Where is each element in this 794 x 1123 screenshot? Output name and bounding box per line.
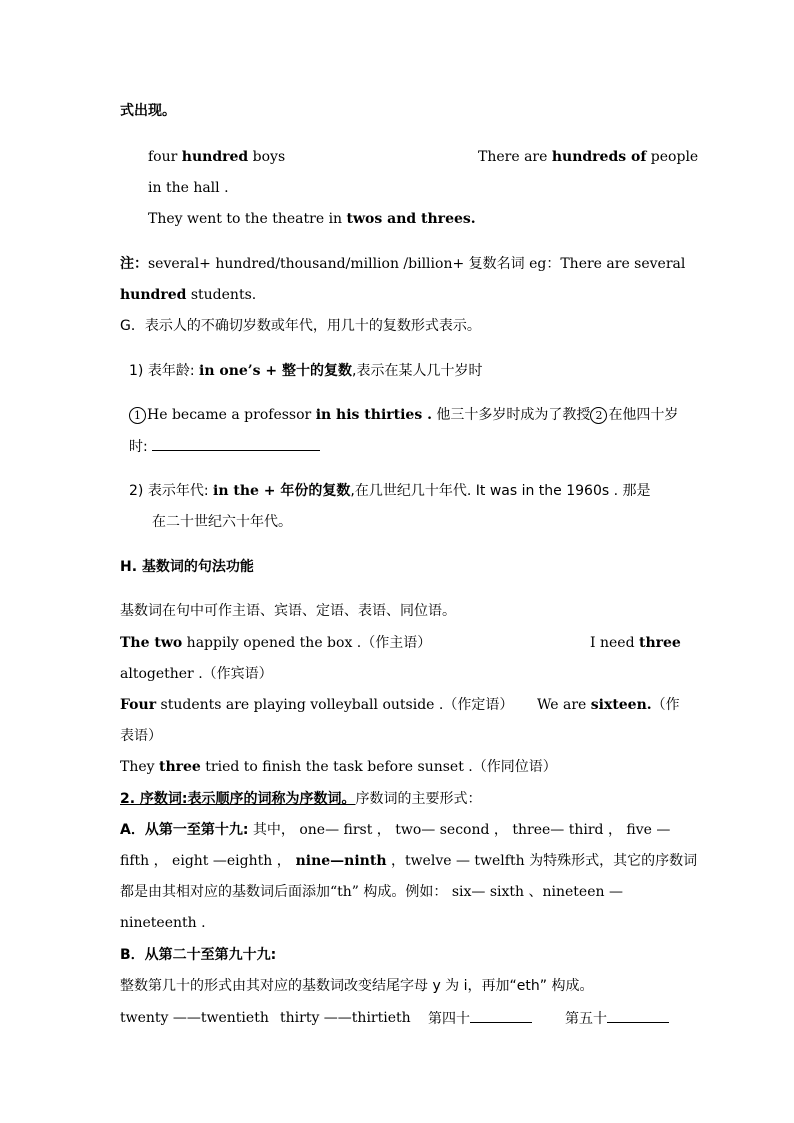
note-line-2 xyxy=(120,285,256,305)
example-text: He became a professor xyxy=(147,407,316,423)
ordinal-a-line-3: 都是由其相对应的基数词后面添加“th” 构成。例如： six— sixth 、nineteen — xyxy=(120,884,623,900)
ordinal-b-example-twentieth: twenty ——twentieth xyxy=(120,1010,269,1026)
ordinal-a-line-2 xyxy=(120,851,697,871)
exercise-label: 第四十 xyxy=(428,1011,470,1027)
note-line-1 xyxy=(120,254,685,274)
example-text: They xyxy=(120,759,159,775)
section-g-item-1 xyxy=(129,361,482,381)
example-text: happily opened the box .（作主语） xyxy=(182,635,432,651)
example-predicative-cont: 表语） xyxy=(120,728,162,744)
answer-blank[interactable] xyxy=(470,1008,532,1023)
item-text: 1) 表年龄: xyxy=(129,363,199,379)
circled-number-1: 1 xyxy=(129,407,146,424)
section-g-item-2-cont: 在二十世纪六十年代。 xyxy=(152,514,292,530)
item-text: ,表示在某人几十岁时 xyxy=(352,363,483,379)
page-heading: 式出现。 xyxy=(120,103,176,119)
ordinal-a-title: A．从第一至第十九: xyxy=(120,822,249,838)
circled-number-2: 2 xyxy=(590,407,607,424)
ordinal-title-underlined: 2. 序数词:表示顺序的词称为序数词。 xyxy=(120,791,356,807)
example-keyword: in his thirties . xyxy=(315,407,432,423)
example-keyword: sixteen. xyxy=(590,697,652,713)
example-appositive xyxy=(120,757,557,777)
example-text: 他三十多岁时成为了教授 xyxy=(431,407,591,423)
example-twos-and-threes xyxy=(148,209,476,229)
ordinal-a-line-1 xyxy=(120,820,670,840)
item-keyword: in the + 年份的复数 xyxy=(213,483,351,499)
example-four-hundred-boys xyxy=(148,147,285,167)
example-predicative xyxy=(537,695,680,715)
item-text: ,在几世纪几十年代. It was in the 1960s . 那是 xyxy=(350,483,651,499)
ordinal-title xyxy=(120,789,482,809)
example-text: They went to the theatre in xyxy=(148,211,347,227)
answer-blank[interactable] xyxy=(607,1008,669,1023)
ordinal-b-title: B．从第二十至第九十九: xyxy=(120,947,277,963)
example-text: tried to finish the task before sunset .（作同位语） xyxy=(200,759,557,775)
ordinal-a-line-4: nineteenth . xyxy=(120,915,206,931)
section-g-example-1 xyxy=(129,405,678,425)
example-text: 在他四十岁 xyxy=(608,407,679,423)
example-keyword: Four xyxy=(120,697,157,713)
example-text: There are xyxy=(478,149,552,165)
item-keyword: in one’s + 整十的复数 xyxy=(199,363,353,379)
ordinal-keyword: nine—ninth xyxy=(290,853,387,869)
example-text: four xyxy=(148,149,182,165)
exercise-label: 第五十 xyxy=(565,1011,607,1027)
example-keyword: The two xyxy=(120,635,183,651)
example-text: students are playing volleyball outside .（作定语） xyxy=(156,697,514,713)
ordinal-b-exercise-50 xyxy=(565,1008,669,1029)
item-text: 2) 表示年代: xyxy=(129,483,213,499)
note-text: several+ hundred/thousand/million /billion+ 复数名词 eg：There are several xyxy=(148,256,686,272)
example-object xyxy=(590,633,681,653)
example-in-the-hall: in the hall . xyxy=(148,180,229,196)
example-attribute xyxy=(120,695,513,715)
section-h-intro: 基数词在句中可作主语、宾语、定语、表语、同位语。 xyxy=(120,603,456,619)
example-text: I need xyxy=(590,635,639,651)
section-g-title: G．表示人的不确切岁数或年代，用几十的复数形式表示。 xyxy=(120,318,481,334)
example-keyword: hundreds of xyxy=(551,149,647,165)
example-keyword: three xyxy=(638,635,681,651)
example-keyword: hundred xyxy=(181,149,249,165)
example-object-cont: altogether .（作宾语） xyxy=(120,666,273,682)
ordinal-text: fifth ， eight —eighth ， xyxy=(120,853,291,869)
section-g-item-2 xyxy=(129,481,651,501)
answer-blank[interactable] xyxy=(152,436,320,451)
example-text: （作 xyxy=(651,697,680,713)
example-text: people xyxy=(646,149,699,165)
example-keyword: twos and threes. xyxy=(346,211,476,227)
note-text: students. xyxy=(186,287,257,303)
ordinal-text: ，twelve — twelfth 为特殊形式，其它的序数词 xyxy=(386,853,698,869)
example-keyword: three xyxy=(159,759,201,775)
example-text: boys xyxy=(248,149,286,165)
note-keyword: hundred xyxy=(120,287,187,303)
section-g-example-1-cont xyxy=(129,436,320,457)
example-text: 时: xyxy=(129,439,153,455)
example-hundreds-of-people xyxy=(478,147,698,167)
ordinal-b-exercise-40 xyxy=(428,1008,532,1029)
ordinal-text: 其中， one— first ， two— second ， three— third ， five — xyxy=(248,822,671,838)
note-label: 注： xyxy=(120,256,148,272)
ordinal-title-rest: 序数词的主要形式： xyxy=(355,791,482,807)
ordinal-b-example-thirtieth: thirty ——thirtieth xyxy=(280,1010,411,1026)
section-h-title: H. 基数词的句法功能 xyxy=(120,559,254,575)
example-text: We are xyxy=(537,697,591,713)
ordinal-b-line-1: 整数第几十的形式由其对应的基数词改变结尾字母 y 为 i，再加“eth” 构成。 xyxy=(120,978,594,994)
example-subject xyxy=(120,633,431,653)
